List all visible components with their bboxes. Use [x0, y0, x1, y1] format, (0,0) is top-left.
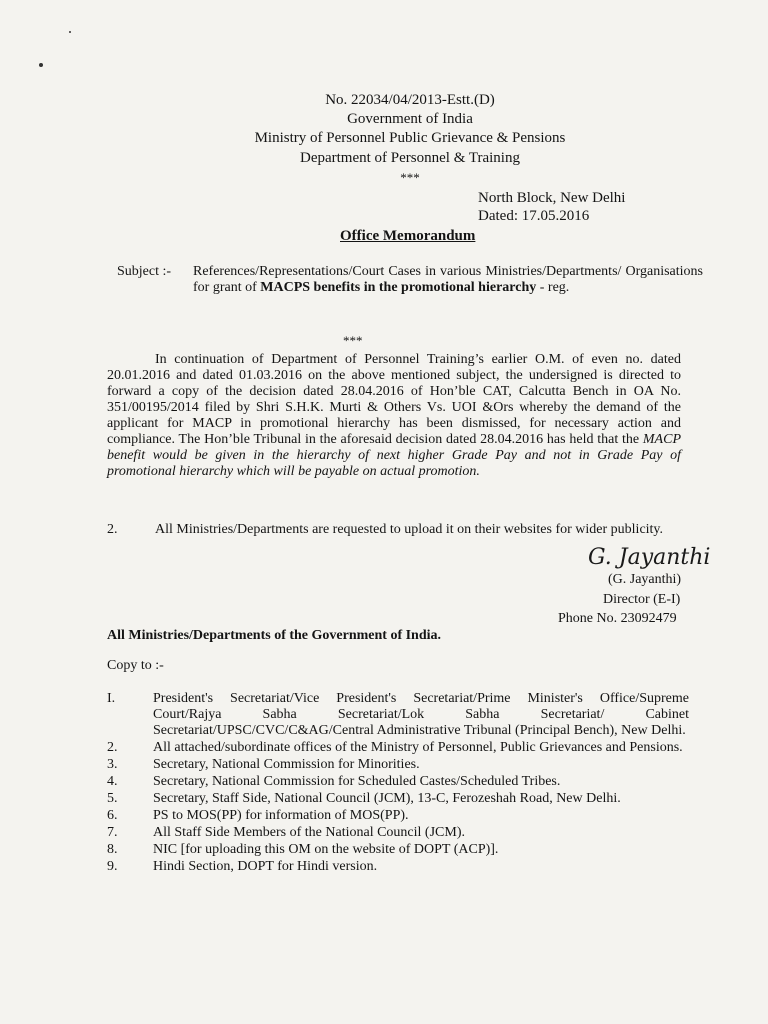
- subject-text-bold: MACPS benefits in the promotional hierarchy: [260, 280, 537, 295]
- signatory-designation: Director (E-I): [603, 592, 681, 607]
- separator-stars: ***: [343, 333, 363, 348]
- paragraph-1: [107, 352, 681, 480]
- copy-list: [107, 691, 689, 876]
- page-title: Office Memorandum: [340, 228, 476, 244]
- signature: [588, 540, 768, 574]
- list-item: 7. All Staff Side Members of the National Council (JCM).: [107, 825, 465, 840]
- list-item: 3. Secretary, National Commission for Minorities.: [107, 757, 420, 772]
- subject-text-part1: References/Representations/Court Cases in various Ministries/Departments/ Organisations for grant of: [193, 264, 703, 295]
- date-line: Dated: 17.05.2016: [478, 208, 590, 224]
- list-item: 8. NIC [for uploading this OM on the website of DOPT (ACP)].: [107, 842, 499, 857]
- government-heading: Government of India: [347, 111, 473, 127]
- department-heading: Department of Personnel & Training: [300, 150, 520, 166]
- scan-speck: [39, 63, 43, 67]
- copy-to-label: Copy to :-: [107, 658, 164, 673]
- separator-stars: ***: [400, 170, 420, 185]
- signatory-phone: Phone No. 23092479: [558, 611, 677, 626]
- list-item: 6. PS to MOS(PP) for information of MOS(PP).: [107, 808, 409, 823]
- list-item: 5. Secretary, Staff Side, National Council (JCM), 13-C, Ferozeshah Road, New Delhi.: [107, 791, 621, 806]
- signatory-name: (G. Jayanthi): [608, 572, 682, 587]
- paragraph-2-number: 2.: [107, 522, 118, 537]
- subject-text-part2: - reg.: [536, 280, 570, 295]
- list-item: 2. All attached/subordinate offices of the Ministry of Personnel, Public Grievances and Pensions.: [107, 740, 683, 755]
- list-item: 4. Secretary, National Commission for Scheduled Castes/Scheduled Tribes.: [107, 774, 561, 789]
- reference-number: No. 22034/04/2013-Estt.(D): [325, 92, 495, 108]
- paragraph-2: [107, 522, 681, 538]
- place-line: North Block, New Delhi: [478, 190, 626, 206]
- addressee: All Ministries/Departments of the Government of India.: [107, 628, 442, 643]
- list-item: I. President's Secretariat/Vice President's Secretariat/Prime Minister's Office/Supreme Court/Rajya Sabha Secretariat/Lok Sabha Secretariat/ Cabinet Secretariat/UPSC/CVC/C&AG/Central Administrative Tribunal (Principal Bench), New Delhi.: [107, 691, 689, 738]
- scan-speck: [69, 31, 71, 33]
- subject-label: Subject :-: [117, 264, 172, 279]
- signature-handwriting: G. Jayanthi: [588, 545, 711, 570]
- paragraph-1-text: In continuation of Department of Personnel Training’s earlier O.M. of even no. dated 20.01.2016 and dated 01.03.2016 on the above mentioned subject, the undersigned is directed to forward a copy of the decision dated 28.04.2016 of Hon’ble CAT, Calcutta Bench in OA No. 351/00195/2014 filed by Shri S.H.K. Murti & Others Vs. UOI &Ors whereby the demand of the applicant for MACP in promotional hierarchy has been dismissed, for necessary action and compliance. The Hon’ble Tribunal in the aforesaid decision dated 28.04.2016 has held that the: [107, 352, 681, 447]
- ministry-heading: Ministry of Personnel Public Grievance & Pensions: [254, 130, 566, 146]
- paragraph-1-italic: MACP benefit would be given in the hierarchy of next higher Grade Pay and not in Grade Pay of promotional hierarchy which will be payable on actual promotion.: [107, 432, 681, 479]
- list-item: 9. Hindi Section, DOPT for Hindi version.: [107, 859, 378, 874]
- paragraph-2-text: All Ministries/Departments are requested to upload it on their websites for wider publicity.: [155, 522, 664, 537]
- subject-text: [193, 264, 703, 296]
